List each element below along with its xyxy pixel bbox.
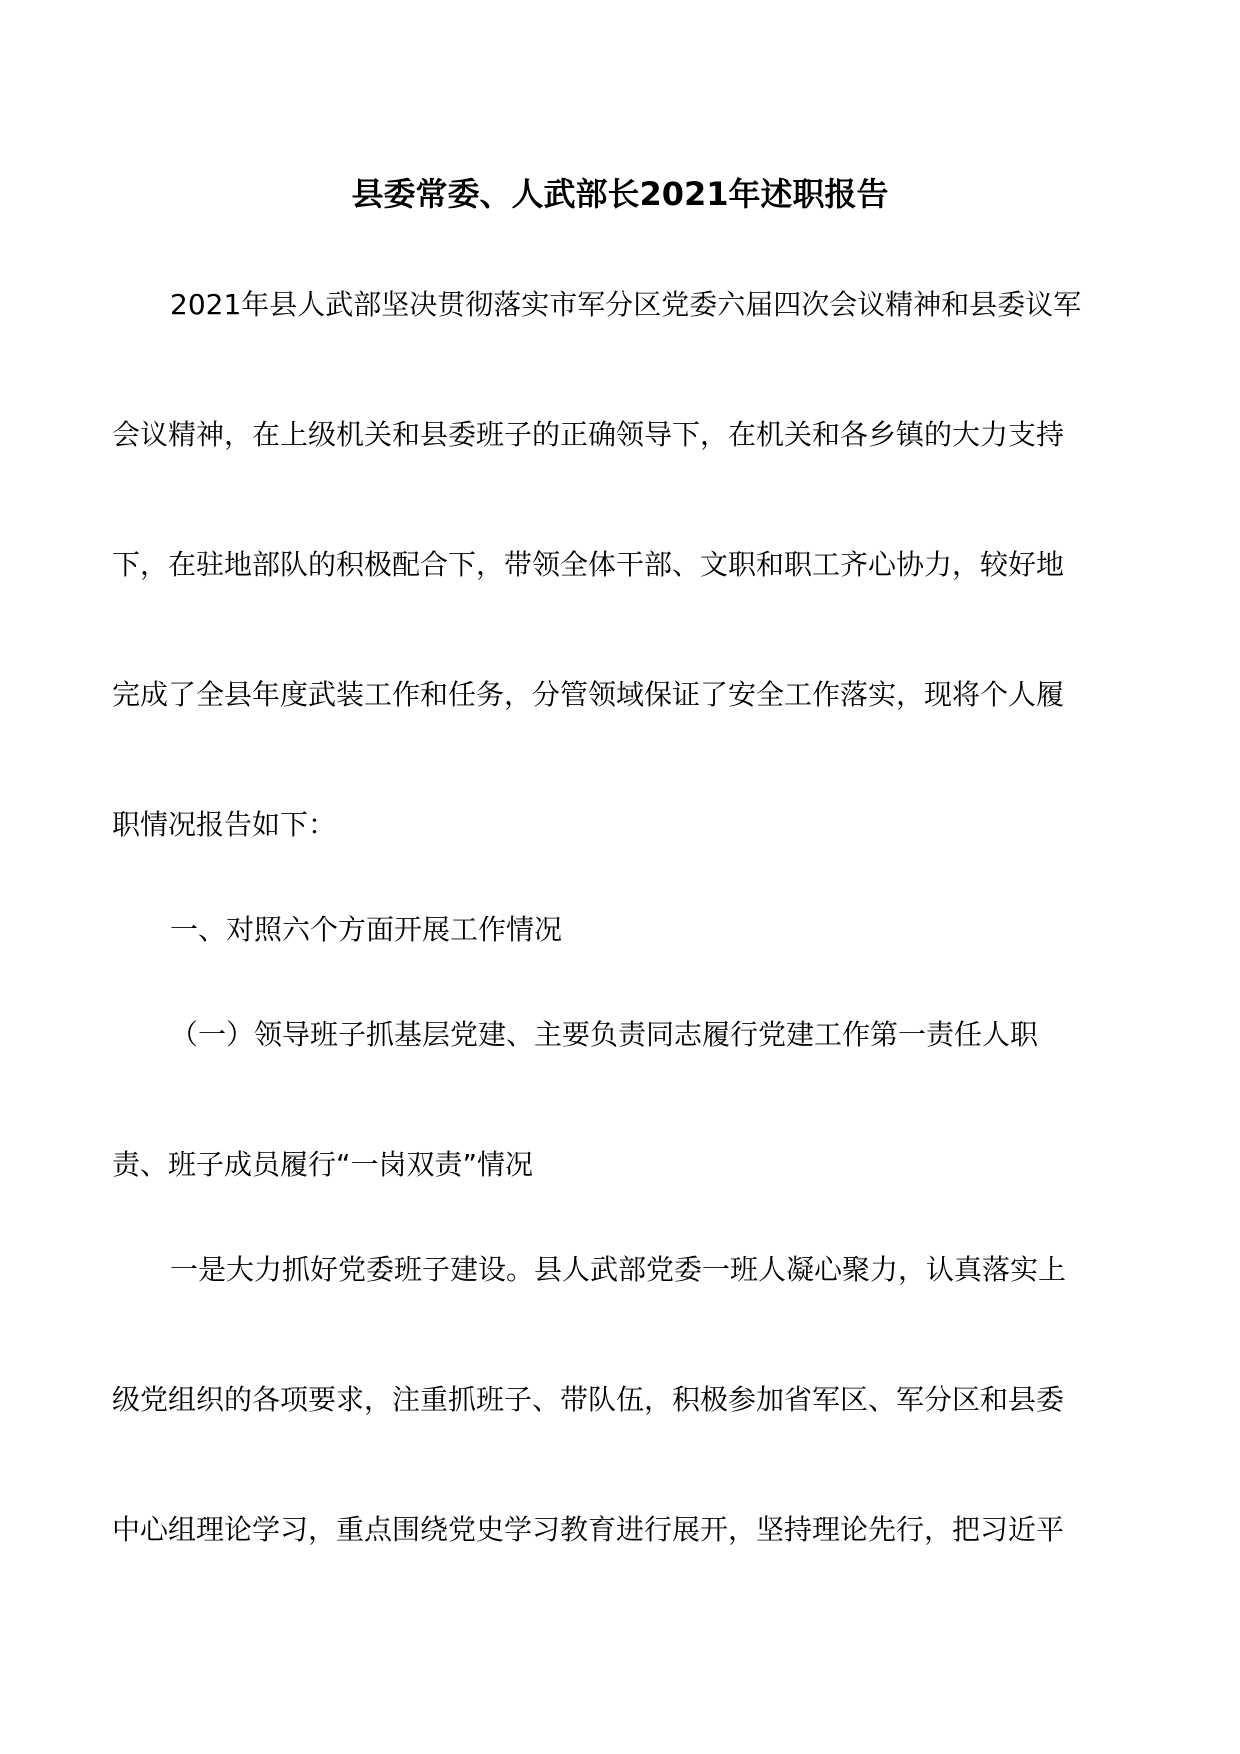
subsection-heading: 责、班子成员履行“一岗双责”情况 [112,1148,534,1181]
paragraph-line: 一是大力抓好党委班子建设。县人武部党委一班人凝心聚力，认真落实上 [170,1253,1067,1286]
paragraph-line: 中心组理论学习，重点围绕党史学习教育进行展开，坚持理论先行，把习近平 [112,1513,1065,1546]
paragraph-line: 完成了全县年度武装工作和任务，分管领域保证了安全工作落实，现将个人履 [112,678,1065,711]
subsection-heading: （一）领导班子抓基层党建、主要负责同志履行党建工作第一责任人职 [170,1018,1039,1051]
paragraph-line: 级党组织的各项要求，注重抓班子、带队伍，积极参加省军区、军分区和县委 [112,1383,1065,1416]
paragraph-line: 职情况报告如下： [112,808,337,841]
paragraph-line: 下，在驻地部队的积极配合下，带领全体干部、文职和职工齐心协力，较好地 [112,548,1065,581]
paragraph-line: 会议精神，在上级机关和县委班子的正确领导下，在机关和各乡镇的大力支持 [112,418,1065,451]
paragraph-line: 2021年县人武部坚决贯彻落实市军分区党委六届四次会议精神和县委议军 [170,288,1082,321]
section-heading: 一、对照六个方面开展工作情况 [170,913,563,946]
document-title: 县委常委、人武部长2021年述职报告 [351,175,889,213]
